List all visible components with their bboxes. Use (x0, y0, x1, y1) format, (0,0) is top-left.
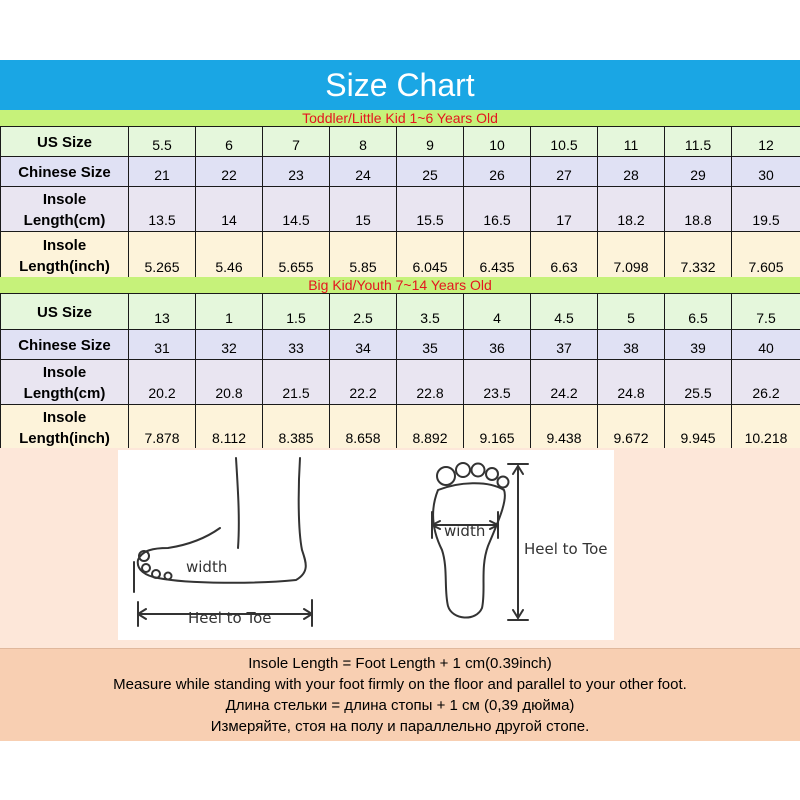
size-cell-inch: 7.098 (598, 232, 665, 279)
size-cell-chinese: 39 (665, 330, 732, 360)
size-cell-inch: 5.46 (196, 232, 263, 279)
size-cell-cm: 13.5 (129, 187, 196, 232)
size-row-us (1, 127, 800, 157)
size-cell-us: 8 (330, 127, 397, 157)
side-length-label: Heel to Toe (188, 609, 272, 627)
side-width-label: width (186, 558, 228, 576)
size-cell-inch: 7.878 (129, 405, 196, 450)
size-cell-inch: 9.438 (531, 405, 598, 450)
size-cell-inch: 6.435 (464, 232, 531, 279)
size-cell-cm: 23.5 (464, 360, 531, 405)
measurement-diagram (118, 450, 614, 640)
size-cell-cm: 24.2 (531, 360, 598, 405)
size-cell-cm: 18.8 (665, 187, 732, 232)
size-cell-cm: 20.8 (196, 360, 263, 405)
size-cell-chinese: 40 (732, 330, 800, 360)
note-measure-instructions-ru: Измеряйте, стоя на полу и параллельно другой стопе. (210, 718, 590, 735)
sole-width-label: width (444, 522, 486, 540)
size-cell-chinese: 28 (598, 157, 665, 187)
size-cell-inch: 9.672 (598, 405, 665, 450)
size-cell-us: 1.5 (263, 294, 330, 330)
size-cell-cm: 21.5 (263, 360, 330, 405)
section-header-youth: Big Kid/Youth 7~14 Years Old (0, 277, 800, 293)
size-cell-us: 1 (196, 294, 263, 330)
size-row-chinese (1, 157, 800, 187)
size-cell-us: 4 (464, 294, 531, 330)
size-table-youth (0, 293, 800, 450)
size-cell-inch: 10.218 (732, 405, 800, 450)
size-cell-us: 5.5 (129, 127, 196, 157)
size-cell-chinese: 31 (129, 330, 196, 360)
size-cell-chinese: 33 (263, 330, 330, 360)
size-cell-chinese: 35 (397, 330, 464, 360)
size-cell-chinese: 24 (330, 157, 397, 187)
size-cell-cm: 22.2 (330, 360, 397, 405)
size-cell-inch: 5.85 (330, 232, 397, 279)
size-cell-inch: 5.265 (129, 232, 196, 279)
measurement-diagram-area (0, 448, 800, 648)
row-label-cm: Insole Length(cm) (1, 360, 129, 405)
size-cell-us: 10 (464, 127, 531, 157)
size-cell-cm: 18.2 (598, 187, 665, 232)
size-cell-chinese: 26 (464, 157, 531, 187)
size-cell-chinese: 23 (263, 157, 330, 187)
note-insole-formula-ru: Длина стельки = длина стопы + 1 см (0,39 дюйма) (225, 697, 575, 714)
size-cell-inch: 9.165 (464, 405, 531, 450)
size-cell-us: 4.5 (531, 294, 598, 330)
size-cell-inch: 8.112 (196, 405, 263, 450)
size-chart-title: Size Chart (0, 60, 800, 110)
size-row-cm (1, 360, 800, 405)
size-row-inch (1, 405, 800, 450)
size-cell-inch: 7.605 (732, 232, 800, 279)
size-cell-cm: 20.2 (129, 360, 196, 405)
size-cell-chinese: 32 (196, 330, 263, 360)
size-cell-inch: 7.332 (665, 232, 732, 279)
size-cell-us: 13 (129, 294, 196, 330)
size-cell-chinese: 34 (330, 330, 397, 360)
size-cell-chinese: 21 (129, 157, 196, 187)
size-row-us (1, 294, 800, 330)
size-cell-cm: 17 (531, 187, 598, 232)
row-label-chinese: Chinese Size (1, 157, 129, 187)
size-cell-us: 11.5 (665, 127, 732, 157)
size-cell-inch: 8.892 (397, 405, 464, 450)
size-cell-cm: 19.5 (732, 187, 800, 232)
size-cell-us: 7 (263, 127, 330, 157)
size-cell-chinese: 38 (598, 330, 665, 360)
size-cell-chinese: 29 (665, 157, 732, 187)
size-cell-cm: 15.5 (397, 187, 464, 232)
size-cell-cm: 14 (196, 187, 263, 232)
size-cell-us: 3.5 (397, 294, 464, 330)
size-cell-cm: 24.8 (598, 360, 665, 405)
size-cell-us: 9 (397, 127, 464, 157)
size-cell-us: 7.5 (732, 294, 800, 330)
note-insole-formula: Insole Length = Foot Length + 1 cm(0.39inch) (248, 655, 552, 672)
size-cell-cm: 26.2 (732, 360, 800, 405)
row-label-inch: Insole Length(inch) (1, 232, 129, 279)
size-cell-us: 12 (732, 127, 800, 157)
size-cell-inch: 5.655 (263, 232, 330, 279)
size-cell-cm: 25.5 (665, 360, 732, 405)
size-cell-inch: 9.945 (665, 405, 732, 450)
foot-sole-view-icon (432, 463, 528, 620)
size-cell-inch: 8.658 (330, 405, 397, 450)
size-row-inch (1, 232, 800, 279)
size-cell-inch: 6.63 (531, 232, 598, 279)
size-cell-us: 10.5 (531, 127, 598, 157)
section-header-toddler: Toddler/Little Kid 1~6 Years Old (0, 110, 800, 126)
size-cell-us: 5 (598, 294, 665, 330)
size-cell-inch: 8.385 (263, 405, 330, 450)
size-cell-inch: 6.045 (397, 232, 464, 279)
row-label-chinese: Chinese Size (1, 330, 129, 360)
size-cell-us: 6.5 (665, 294, 732, 330)
size-cell-us: 2.5 (330, 294, 397, 330)
size-cell-chinese: 25 (397, 157, 464, 187)
row-label-inch: Insole Length(inch) (1, 405, 129, 450)
size-row-chinese (1, 330, 800, 360)
size-cell-cm: 15 (330, 187, 397, 232)
size-cell-chinese: 36 (464, 330, 531, 360)
measurement-notes (0, 648, 800, 741)
row-label-us: US Size (1, 127, 129, 157)
size-cell-cm: 22.8 (397, 360, 464, 405)
note-measure-instructions: Measure while standing with your foot firmly on the floor and parallel to your other foot. (113, 676, 687, 693)
size-cell-cm: 16.5 (464, 187, 531, 232)
size-cell-chinese: 37 (531, 330, 598, 360)
size-cell-cm: 14.5 (263, 187, 330, 232)
foot-side-view-icon (134, 458, 312, 626)
size-cell-chinese: 27 (531, 157, 598, 187)
size-row-cm (1, 187, 800, 232)
size-cell-us: 6 (196, 127, 263, 157)
size-cell-chinese: 30 (732, 157, 800, 187)
size-cell-us: 11 (598, 127, 665, 157)
size-cell-chinese: 22 (196, 157, 263, 187)
size-table-toddler (0, 126, 800, 279)
row-label-cm: Insole Length(cm) (1, 187, 129, 232)
sole-length-label: Heel to Toe (524, 540, 608, 558)
row-label-us: US Size (1, 294, 129, 330)
